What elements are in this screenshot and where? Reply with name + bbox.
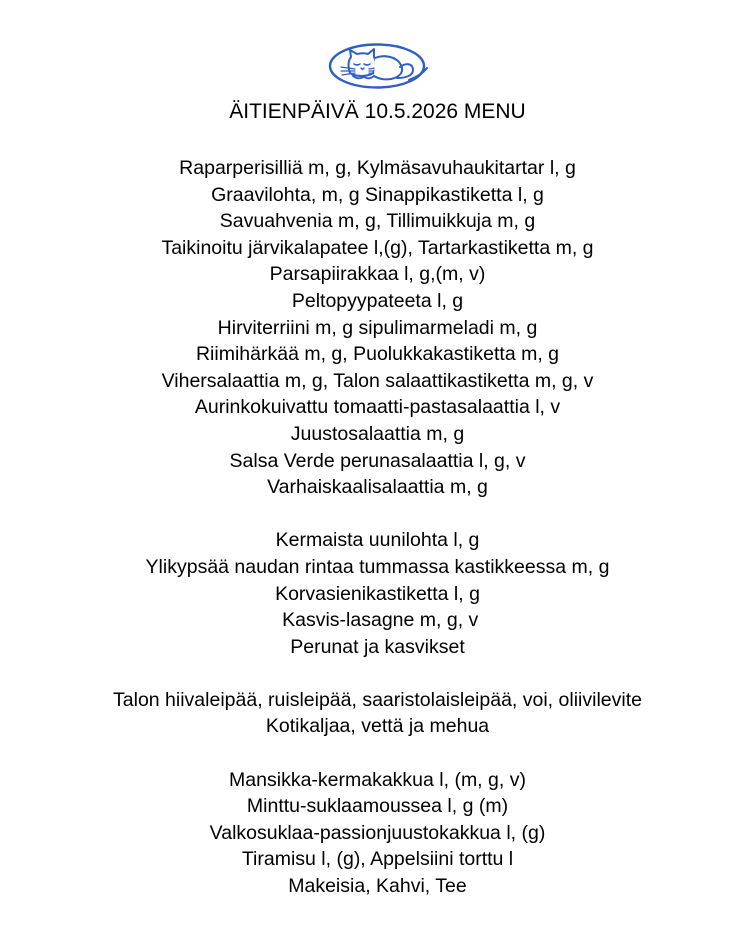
menu-section-desserts (0, 767, 755, 900)
menu-item: Peltopyypateeta l, g (291, 289, 464, 312)
menu-item: Raparperisilliä m, g, Kylmäsavuhaukitartar l, g (179, 157, 576, 179)
menu-item: Taikinoitu järvikalapatee l,(g), Tartarkastiketta m, g (161, 236, 594, 259)
menu-item: Salsa Verde perunasalaattia l, g, v (229, 449, 526, 472)
menu-item: Kasvis-lasagne m, g, v (276, 609, 479, 632)
page-title: ÄITIENPÄIVÄ 10.5.2026 MENU (229, 100, 526, 123)
menu-item: Aurinkokuivattu tomaatti-pastasalaattia l, v (194, 396, 561, 419)
menu-item: Talon hiivaleipää, ruisleipää, saaristolaisleipää, voi, oliivilevite (113, 688, 642, 711)
menu-section-warm-dishes (0, 527, 755, 660)
menu-item: Ylikypsää naudan rintaa tummassa kastikkeessa m, g (145, 555, 610, 578)
menu-item: Juustosalaattia m, g (290, 422, 465, 445)
menu-item: Kotikaljaa, vettä ja mehua (265, 715, 490, 738)
menu-item: Vihersalaattia m, g, Talon salaattikastiketta m, g, v (161, 369, 594, 392)
menu-item: Perunat ja kasvikset (290, 635, 465, 658)
menu-list (0, 155, 755, 926)
menu-item: Varhaiskaalisalaattia m, g (267, 476, 488, 499)
menu-item: Savuahvenia m, g, Tillimuikkuja m, g (219, 210, 536, 233)
menu-item: Graavilohta, m, g Sinappikastiketta l, g (211, 183, 544, 206)
sleeping-cat-logo-icon (327, 40, 437, 90)
menu-item: Hirviterriini m, g sipulimarmeladi m, g (217, 316, 538, 339)
menu-item: Makeisia, Kahvi, Tee (288, 875, 467, 898)
menu-item: Korvasienikastiketta l, g (275, 582, 480, 605)
menu-item: Tiramisu l, (g), Appelsiini torttu l (241, 848, 514, 871)
menu-item: Parsapiirakkaa l, g,(m, v) (269, 263, 486, 286)
menu-item: Kermaista uunilohta l, g (275, 529, 480, 552)
menu-section-breads-drinks (0, 687, 755, 740)
menu-item: Minttu-suklaamoussea l, g (m) (246, 795, 509, 818)
menu-item: Valkosuklaa-passionjuustokakkua l, (g) (209, 821, 546, 844)
menu-item: Riimihärkää m, g, Puolukkakastiketta m, g (195, 343, 560, 366)
menu-item: Mansikka-kermakakkua l, (m, g, v) (229, 768, 526, 791)
menu-section-cold-dishes (0, 155, 755, 501)
